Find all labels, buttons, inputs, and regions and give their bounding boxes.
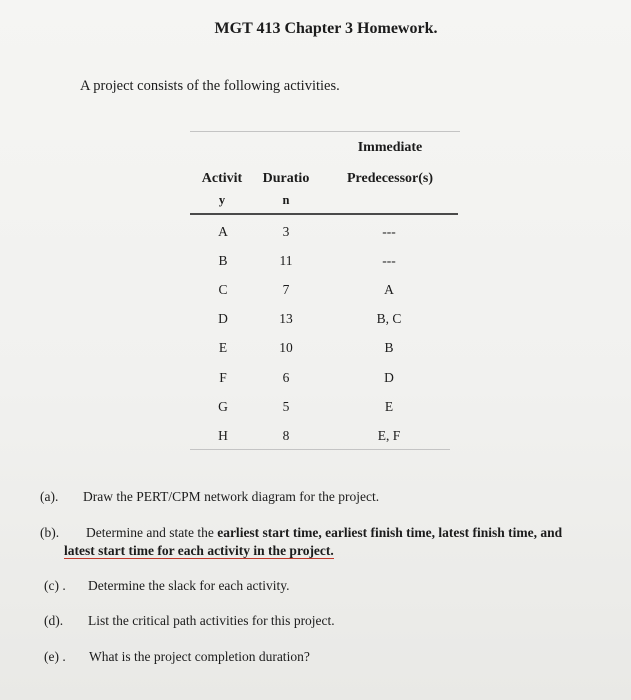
cell-predecessor: D	[384, 369, 394, 385]
cell-activity: C	[218, 282, 228, 298]
cell-activity: B	[218, 253, 228, 269]
table-bottom-rule	[190, 449, 450, 450]
cell-predecessor: ---	[382, 224, 396, 239]
question-d-label: (d).	[44, 613, 64, 628]
cell-activity: H	[218, 427, 228, 443]
question-b-plain: Determine and state the	[86, 525, 218, 540]
cell-activity: G	[218, 398, 228, 414]
cell-predecessor: B	[384, 340, 394, 356]
cell-duration: 10	[279, 340, 293, 356]
cell-duration: 11	[279, 253, 293, 269]
question-b-line2	[64, 543, 334, 559]
header-activity-line1: Activit	[201, 171, 243, 186]
header-activity-line2: y	[218, 193, 226, 207]
cell-duration: 7	[282, 282, 290, 298]
cell-duration: 13	[279, 311, 293, 327]
question-e-text: What is the project completion duration?	[89, 649, 310, 664]
question-e-label: (e) .	[44, 649, 66, 664]
cell-duration: 3	[282, 224, 290, 239]
table-top-rule	[190, 131, 460, 132]
cell-predecessor: ---	[382, 253, 396, 269]
cell-activity: D	[218, 311, 228, 327]
cell-duration: 8	[282, 427, 290, 443]
document-title: MGT 413 Chapter 3 Homework.	[214, 20, 438, 37]
question-c-label: (c) .	[44, 578, 66, 593]
question-b-bold1: earliest start time, earliest finish time, latest finish time, and	[217, 525, 563, 540]
cell-activity: E	[218, 340, 228, 356]
cell-predecessor: A	[384, 282, 394, 298]
cell-activity: F	[219, 369, 227, 385]
cell-predecessor: E, F	[377, 427, 401, 443]
question-b-bold2: latest start time for each activity in the project.	[64, 543, 334, 558]
cell-activity: A	[218, 224, 228, 239]
cell-predecessor: B, C	[376, 311, 402, 327]
question-b-line1	[86, 525, 562, 541]
question-d-text: List the critical path activities for this project.	[88, 613, 335, 628]
cell-predecessor: E	[384, 398, 394, 414]
table-header-rule	[190, 213, 458, 215]
header-pred-line1: Immediate	[357, 140, 423, 155]
cell-duration: 5	[282, 398, 290, 414]
header-pred-line2: Predecessor(s)	[346, 171, 434, 186]
question-b-label: (b).	[40, 525, 60, 540]
question-c-text: Determine the slack for each activity.	[88, 578, 290, 593]
question-a-text: Draw the PERT/CPM network diagram for the project.	[83, 489, 380, 504]
question-a-label: (a).	[40, 489, 59, 504]
cell-duration: 6	[282, 369, 290, 385]
header-duration-line1: Duratio	[262, 171, 310, 186]
intro-text: A project consists of the following activities.	[80, 78, 340, 94]
header-duration-line2: n	[282, 193, 290, 207]
